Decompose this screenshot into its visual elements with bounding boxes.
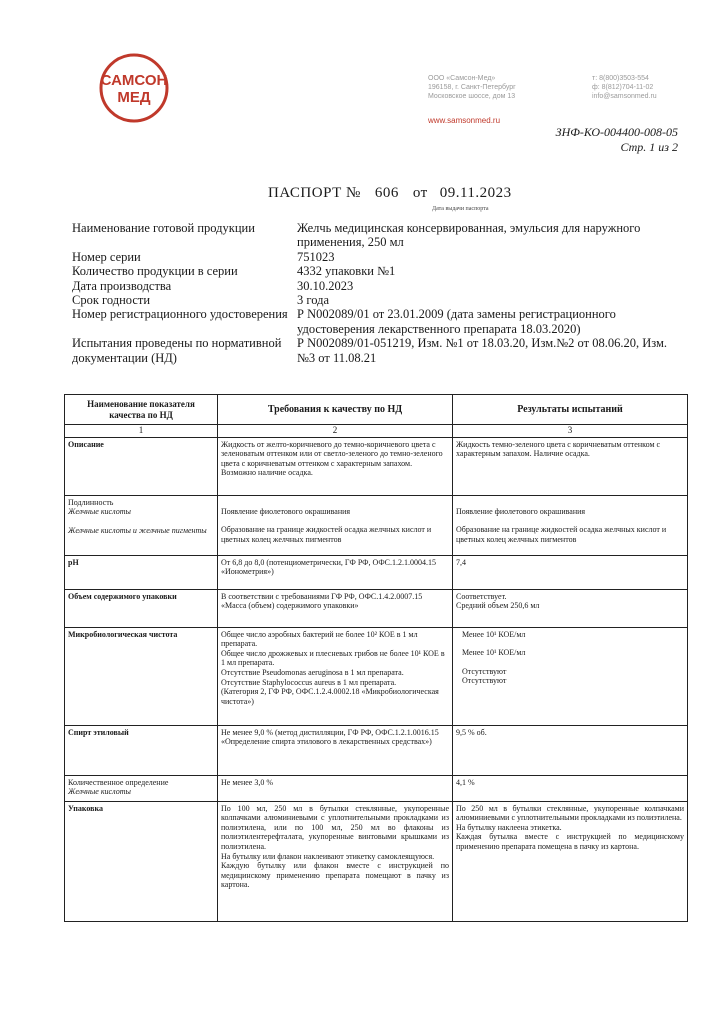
column-number: 1: [65, 425, 218, 438]
table-row-description: [65, 437, 688, 495]
requirement-cell: От 6,8 до 8,0 (потенциометрически, ГФ РФ, ОФС.1.2.1.0004.15 «Ионометрия»): [218, 555, 453, 589]
header-requirements: Требования к качеству по НД: [218, 395, 453, 425]
document-code-block: [556, 125, 678, 155]
requirement-text: На бутылку или флакон наклеивают этикетку самоклеящуюся.: [221, 851, 435, 861]
requirement-text: Каждую бутылку или флакон вместе с инструкцией по медицинскому применению препарата помещают в пачку из картона.: [221, 861, 449, 890]
result-text: По 250 мл в бутылки стеклянные, укупоренные колпачками алюминиевыми с уплотнительными прокладками из полиэтилена.: [456, 803, 684, 823]
requirement-cell: Не менее 3,0 %: [218, 775, 453, 801]
requirement-text: (Категория 2, ГФ РФ, ОФС.1.2.4.0002.18 «Микробиологическая чистота»): [221, 687, 439, 706]
column-number-row: [65, 425, 688, 438]
indicator-name: Подлинность: [68, 497, 114, 507]
info-value: 4332 упаковки №1: [297, 264, 396, 279]
indicator-name: Микробиологическая чистота: [65, 627, 218, 725]
passport-date-caption: Дата выдачи паспорта: [432, 206, 489, 212]
requirement-cell: Жидкость от желто-коричневого до темно-коричневого цвета с зеленоватым оттенком или от светло-зеленого до темно-зеленого цвета с коричневатым оттенком с характерным запахом. Возможно наличие осадка.: [218, 437, 453, 495]
result-text: Образование на границе жидкостей осадка желчных кислот и цветных колец желчных пигментов: [456, 525, 667, 544]
result-cell: 7,4: [453, 555, 688, 589]
requirement-text: Отсутствие Staphylococcus aureus в 1 мл препарата.: [221, 677, 397, 687]
requirement-cell: [218, 627, 453, 725]
requirement-cell: Не менее 9,0 % (метод дистилляции, ГФ РФ, ОФС.1.2.1.0016.15 «Определение спирта этилового в лекарственных средствах»): [218, 725, 453, 775]
product-info: [72, 221, 682, 365]
requirement-cell: [218, 495, 453, 555]
result-text: Появление фиолетового окрашивания: [456, 506, 586, 516]
address-line: 196158, г. Санкт-Петербург: [428, 84, 516, 91]
result-text: На бутылку наклеена этикетка.: [456, 822, 562, 832]
header-results: Результаты испытаний: [453, 395, 688, 425]
company-address: [428, 74, 516, 101]
indicator-subitem: Желчные кислоты и желчные пигменты: [68, 525, 207, 535]
passport-label: ПАСПОРТ №: [268, 185, 361, 201]
company-contacts: [592, 74, 657, 101]
requirement-text: Образование на границе жидкостей осадка желчных кислот и цветных колец желчных пигментов: [221, 525, 432, 544]
indicator-name: pH: [65, 555, 218, 589]
indicator-name: Упаковка: [65, 801, 218, 921]
logo-text-line1: САМСОН: [100, 72, 168, 89]
address-line: ООО «Самсон-Мед»: [428, 75, 496, 82]
passport-number: 606: [374, 185, 399, 201]
header-indicator: Наименование показателя качества по НД: [65, 395, 218, 425]
info-label: Количество продукции в серии: [72, 264, 238, 279]
info-label: Испытания проведены по нормативной документации (НД): [72, 336, 282, 365]
table-row-ph: [65, 555, 688, 589]
info-label: Номер серии: [72, 249, 141, 264]
info-value: 3 года: [297, 293, 329, 308]
result-text: Средний объем 250,6 мл: [456, 601, 540, 611]
info-row: [72, 293, 682, 307]
fax-line: ф: 8(812)704-11-02: [592, 84, 654, 91]
indicator-name: Объем содержимого упаковки: [65, 589, 218, 627]
info-row: [72, 307, 682, 336]
result-cell: [453, 495, 688, 555]
requirement-text: Общее число дрожжевых и плесневых грибов не более 10¹ КОЕ в 1 мл препарата.: [221, 648, 445, 668]
info-value: 751023: [297, 249, 335, 264]
indicator-name: Количественное определение: [68, 777, 169, 787]
passport-date: 09.11.2023: [439, 185, 512, 201]
info-label: Дата производства: [72, 278, 172, 293]
info-row: [72, 279, 682, 293]
info-label: Срок годности: [72, 293, 151, 308]
result-text: Менее 10¹ КОЕ/мл: [462, 629, 526, 639]
requirement-cell: В соответствии с требованиями ГФ РФ, ОФС.1.4.2.0007.15 «Масса (объем) содержимого упаковки»: [218, 589, 453, 627]
table-row-assay: [65, 775, 688, 801]
indicator-name: Описание: [65, 437, 218, 495]
info-row: [72, 250, 682, 264]
indicator-subitem: Желчные кислоты: [68, 507, 131, 517]
logo-text-line2: МЕД: [117, 89, 151, 106]
table-row-identity: [65, 495, 688, 555]
result-text: Каждая бутылка вместе с инструкцией по медицинскому применению препарата помещена в пачку из картона.: [456, 832, 684, 851]
info-row: [72, 336, 682, 365]
company-website: www.samsonmed.ru: [428, 116, 501, 125]
address-line: Московское шоссе, дом 13: [428, 93, 516, 100]
info-row: [72, 264, 682, 278]
info-label: Наименование готовой продукции: [72, 221, 255, 235]
column-number: 2: [218, 425, 453, 438]
info-value: 30.10.2023: [297, 278, 354, 293]
info-value: Р N002089/01 от 23.01.2009 (дата замены регистрационного удостоверения лекарственного препарата 18.03.2020): [297, 307, 616, 336]
result-text: Отсутствуют: [462, 676, 507, 686]
table-row-volume: [65, 589, 688, 627]
requirement-text: Общее число аэробных бактерий не более 10² КОЕ в 1 мл препарата.: [221, 629, 418, 649]
result-cell: 4,1 %: [453, 775, 688, 801]
document-code: ЗНФ-КО-004400-008-05: [555, 125, 678, 139]
result-cell: Жидкость темно-зеленого цвета с коричневатым оттенком с характерным запахом. Наличие осадка.: [453, 437, 688, 495]
passport-title: [268, 185, 512, 202]
requirement-text: Отсутствие Pseudomonas aeruginosa в 1 мл препарата.: [221, 667, 404, 677]
indicator-name: Спирт этиловый: [65, 725, 218, 775]
page-counter: Стр. 1 из 2: [620, 140, 678, 154]
indicator-subitem: Желчные кислоты: [68, 787, 131, 797]
result-cell: [453, 589, 688, 627]
indicator-cell: [65, 775, 218, 801]
info-row: [72, 221, 682, 250]
requirement-text: Появление фиолетового окрашивания: [221, 506, 351, 516]
table-row-packaging: [65, 801, 688, 921]
passport-from: от: [412, 185, 428, 201]
result-cell: [453, 627, 688, 725]
requirement-text: По 100 мл, 250 мл в бутылки стеклянные, укупоренные колпачками алюминиевыми с уплотнительными прокладками из полиэтилена, или по 100 мл, 250 мл во флаконы из полиэтилентерефталата, укупоренные винтовыми крышками из полиэтилена.: [221, 803, 449, 851]
info-label: Номер регистрационного удостоверения: [72, 307, 288, 322]
table-row-micro: [65, 627, 688, 725]
info-value: Р N002089/01-051219, Изм. №1 от 18.03.20, Изм.№2 от 08.06.20, Изм. №3 от 11.08.21: [297, 336, 668, 365]
result-text: Соответствует.: [456, 591, 507, 601]
info-value: Желчь медицинская консервированная, эмульсия для наружного применения, 250 мл: [297, 221, 641, 250]
result-text: Менее 10¹ КОЕ/мл: [462, 648, 526, 658]
result-cell: [453, 801, 688, 921]
quality-results-table: [64, 394, 688, 922]
column-number: 3: [453, 425, 688, 438]
result-text: Отсутствуют: [462, 666, 507, 676]
table-row-ethanol: [65, 725, 688, 775]
requirement-cell: [218, 801, 453, 921]
table-header-row: [65, 395, 688, 425]
email-line: info@samsonmed.ru: [592, 93, 657, 100]
phone-line: т: 8(800)3503-554: [592, 75, 649, 82]
result-cell: 9,5 % об.: [453, 725, 688, 775]
indicator-cell: [65, 495, 218, 555]
company-logo: [98, 52, 170, 124]
